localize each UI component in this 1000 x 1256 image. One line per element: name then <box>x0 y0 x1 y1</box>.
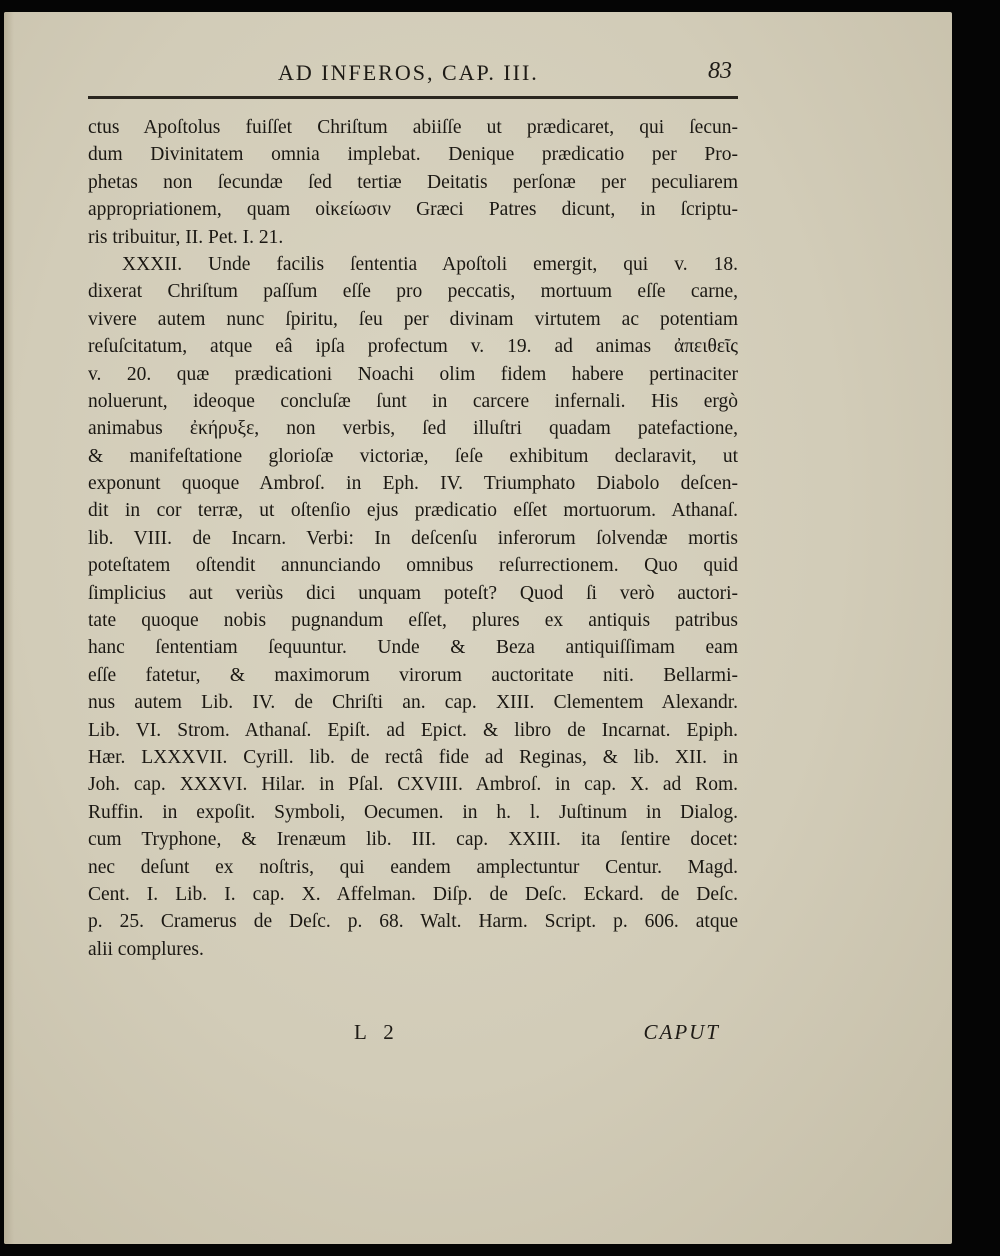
page-header <box>88 56 738 96</box>
text-line: nus autem Lib. IV. de Chriſti an. cap. XIII. Clementem Alexandr. <box>88 692 738 714</box>
text-line: Joh. cap. XXXVI. Hilar. in Pſal. CXVIII. Ambroſ. in cap. X. ad Rom. <box>88 774 738 796</box>
text-line: poteſtatem oſtendit annunciando omnibus reſurrectionem. Quo quid <box>88 555 738 577</box>
text-line: v. 20. quæ prædicationi Noachi olim fidem habere pertinaciter <box>88 363 738 385</box>
signature-mark: L 2 <box>354 1020 400 1044</box>
text-line: phetas non ſecundæ ſed tertiæ Deitatis perſonæ per peculiarem <box>88 171 738 193</box>
page-number: 83 <box>708 58 732 84</box>
text-line: eſſe fatetur, & maximorum virorum auctoritate niti. Bellarmi- <box>88 664 738 686</box>
text-line: exponunt quoque Ambroſ. in Eph. IV. Triumphato Diabolo deſcen- <box>88 473 738 495</box>
text-line: appropriationem, quam οἰκείωσιν Græci Patres dicunt, in ſcriptu- <box>88 199 738 221</box>
text-line: dixerat Chriſtum paſſum eſſe pro peccatis, mortuum eſſe carne, <box>88 281 738 303</box>
text-line: ctus Apoſtolus fuiſſet Chriſtum abiiſſe ut prædicaret, qui ſecun- <box>88 117 738 138</box>
text-line: Lib. VI. Strom. Athanaſ. Epiſt. ad Epict. & libro de Incarnat. Epiph. <box>88 719 738 741</box>
text-line: hanc ſententiam ſequuntur. Unde & Beza antiquiſſimam eam <box>88 637 738 659</box>
header-rule <box>88 96 738 99</box>
text-line: tate quoque nobis pugnandum eſſet, plures ex antiquis patribus <box>88 610 738 632</box>
text-line: noluerunt, ideoque concluſæ ſunt in carcere infernali. His ergò <box>88 390 738 412</box>
text-line: XXXII. Unde facilis ſententia Apoſtoli emergit, qui v. 18. <box>122 253 738 275</box>
page-footer <box>88 1020 738 1054</box>
text-line: dit in cor terræ, ut oſtenſio ejus prædicatio eſſet mortuorum. Athanaſ. <box>88 500 738 522</box>
text-line: animabus ἐκήρυξε, non verbis, ſed illuſtri quadam patefactione, <box>88 418 738 440</box>
text-line: Ruffin. in expoſit. Symboli, Oecumen. in h. l. Juſtinum in Dialog. <box>88 801 738 823</box>
body-text <box>88 114 738 963</box>
text-line: vivere autem nunc ſpiritu, ſeu per divinam virtutem ac potentiam <box>88 308 738 330</box>
text-line: dum Divinitatem omnia implebat. Denique prædicatio per Pro- <box>88 144 738 166</box>
text-line: p. 25. Cramerus de Deſc. p. 68. Walt. Harm. Script. p. 606. atque <box>88 911 738 933</box>
text-line: ris tribuitur, II. Pet. I. 21. <box>88 226 284 248</box>
running-head: AD INFEROS, CAP. III. <box>278 60 539 85</box>
text-line: lib. VIII. de Incarn. Verbi: In deſcenſu inferorum ſolvendæ mortis <box>88 527 738 549</box>
book-page <box>4 12 952 1244</box>
text-line: reſuſcitatum, atque eâ ipſa profectum v. 19. ad animas ἀπειθεῖς <box>88 336 738 358</box>
text-line: & manifeſtatione glorioſæ victoriæ, ſeſe exhibitum declaravit, ut <box>88 445 738 467</box>
text-line: alii complures. <box>88 938 204 960</box>
text-line: cum Tryphone, & Irenæum lib. III. cap. XXIII. ita ſentire docet: <box>88 829 738 851</box>
text-line: nec deſunt ex noſtris, qui eandem amplectuntur Centur. Magd. <box>88 856 738 878</box>
catchword: CAPUT <box>643 1020 720 1044</box>
text-line: Cent. I. Lib. I. cap. X. Affelman. Diſp. de Deſc. Eckard. de Deſc. <box>88 883 738 905</box>
text-line: ſimplicius aut veriùs dici unquam poteſt? Quod ſi verò auctori- <box>88 582 738 604</box>
text-line: Hær. LXXXVII. Cyrill. lib. de rectâ fide ad Reginas, & lib. XII. in <box>88 746 738 768</box>
page-edge-shadow <box>4 12 14 1244</box>
